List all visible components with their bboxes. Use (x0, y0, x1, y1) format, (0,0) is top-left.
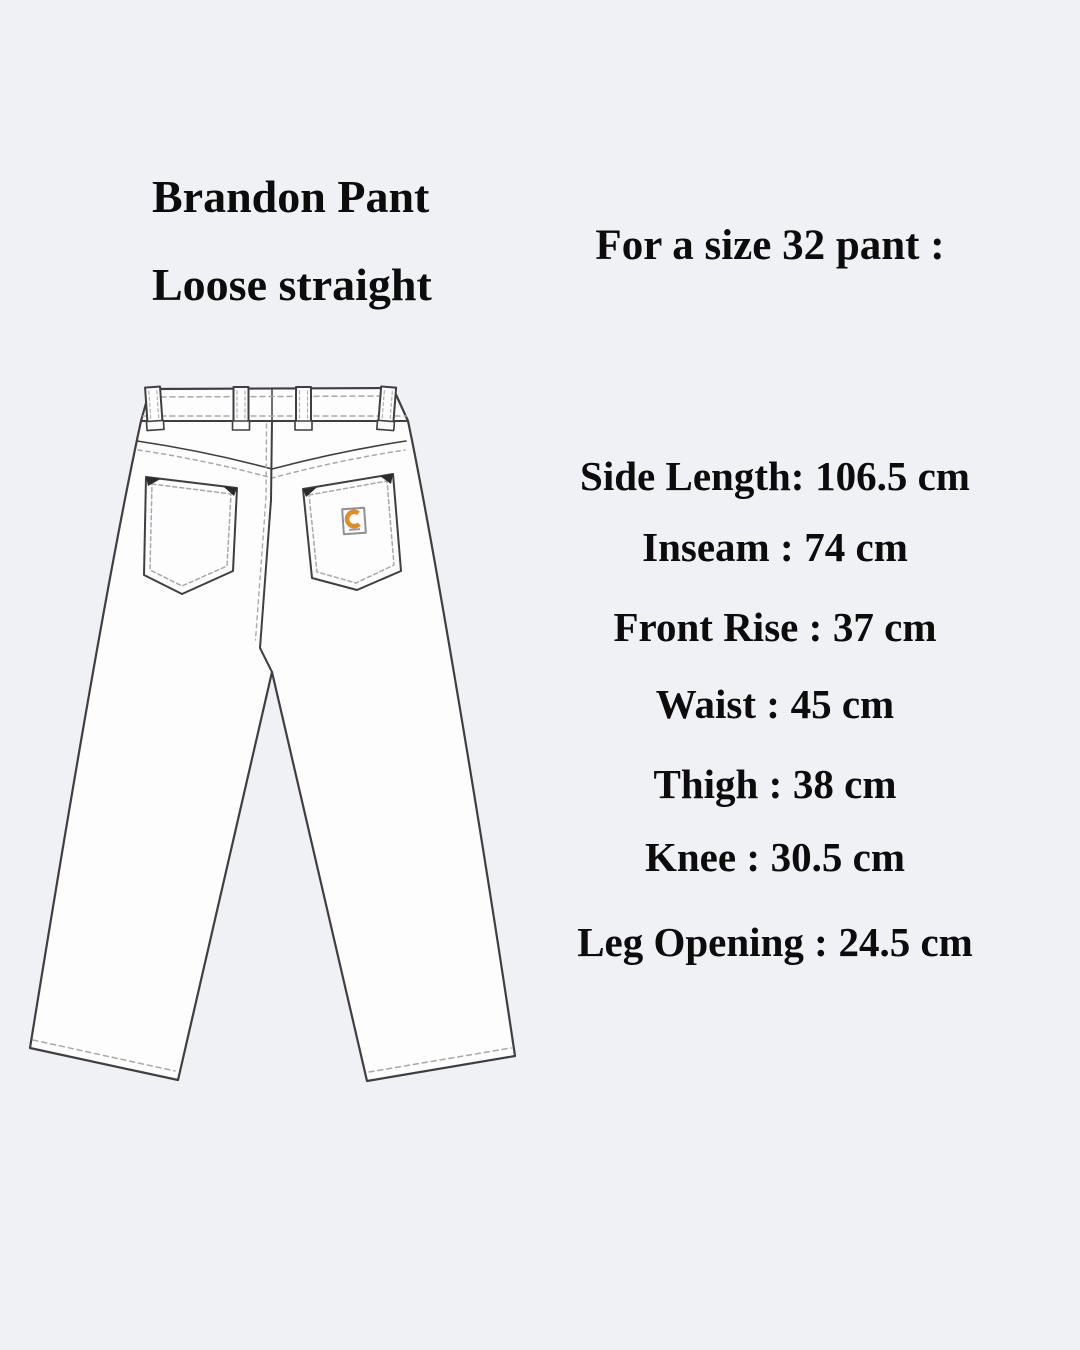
measurement-label: Front Rise : (613, 604, 823, 650)
measurement-label: Side Length: (580, 453, 805, 499)
measurement-value: 30.5 cm (770, 834, 905, 880)
left-back-pocket (144, 477, 237, 594)
measurement-row (545, 919, 1005, 965)
measurement-label: Waist : (655, 681, 780, 727)
measurement-value: 45 cm (790, 681, 895, 727)
measurement-value: 24.5 cm (838, 919, 973, 965)
size-guide-heading: For a size 32 pant : (595, 222, 945, 269)
measurement-value: 37 cm (832, 604, 937, 650)
measurement-value: 38 cm (792, 761, 897, 807)
measurement-label: Thigh : (653, 761, 783, 807)
belt-loop (144, 386, 164, 430)
product-title: Brandon Pant (152, 171, 430, 222)
measurement-value: 74 cm (804, 524, 908, 570)
pants-body-outline (30, 388, 515, 1081)
measurement-row (545, 524, 1005, 570)
measurement-row (545, 761, 1005, 807)
carhartt-label (342, 508, 366, 534)
measurement-row (545, 834, 1005, 880)
measurement-label: Leg Opening : (577, 919, 828, 965)
measurement-row (545, 681, 1005, 727)
measurement-row (545, 453, 1005, 499)
measurement-label: Inseam : (642, 524, 794, 570)
measurement-row (545, 604, 1005, 650)
belt-loop (377, 386, 397, 430)
belt-loop (233, 387, 250, 430)
product-fit: Loose straight (152, 259, 432, 310)
measurement-label: Knee : (644, 834, 760, 880)
measurement-value: 106.5 cm (815, 453, 970, 499)
belt-loop (295, 387, 312, 430)
